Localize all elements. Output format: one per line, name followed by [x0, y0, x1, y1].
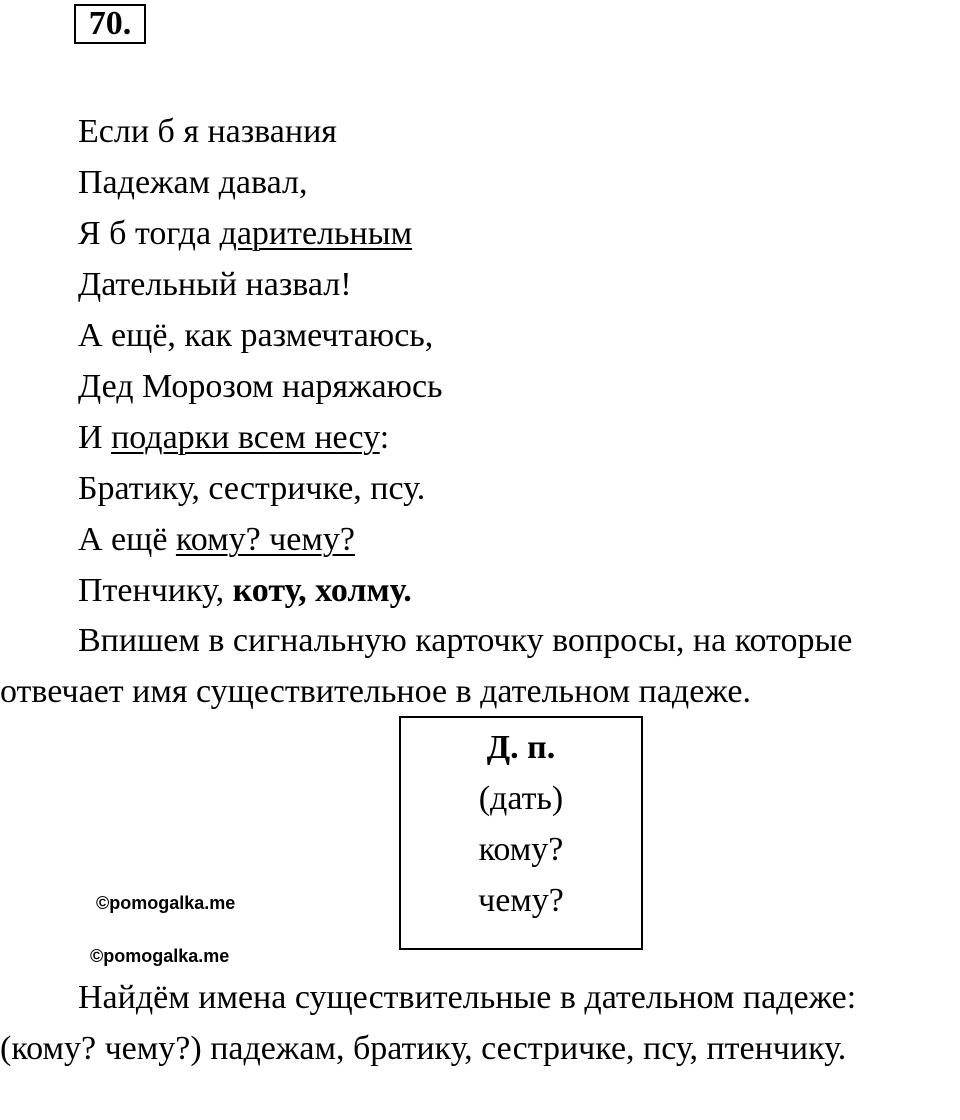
- poem-text: А ещё, как размечтаюсь,: [78, 317, 434, 354]
- poem-text: :: [379, 419, 390, 456]
- poem-text: А ещё: [78, 521, 176, 558]
- poem-text: Я б тогда: [78, 215, 220, 252]
- bold-words: коту, холму.: [232, 572, 412, 609]
- poem: [78, 106, 443, 616]
- underlined-word: дарительным: [219, 215, 413, 252]
- poem-text: Если б я названия: [78, 113, 337, 150]
- answer-paragraph: Найдём имена существительные в дательном падеже: (кому? чему?) падежам, братику, сестричке, псу, птенчику.: [0, 979, 857, 1067]
- poem-line: [78, 208, 443, 259]
- watermark: ©pomogalka.me: [90, 946, 230, 966]
- task-number: 70.: [74, 4, 146, 44]
- poem-text: И: [78, 419, 112, 456]
- instruction-paragraph: Впишем в сигнальную карточку вопросы, на которые отвечает имя существительное в дательном падеже.: [0, 622, 853, 710]
- card-line: (дать): [478, 780, 564, 817]
- poem-line: [78, 259, 443, 310]
- poem-text: Дательный назвал!: [78, 266, 352, 303]
- poem-text: Падежам давал,: [78, 164, 308, 201]
- underlined-questions: кому? чему?: [175, 521, 355, 558]
- card-title: Д. п.: [486, 729, 556, 766]
- signal-card: [399, 716, 643, 950]
- poem-line: [78, 106, 443, 157]
- poem-line: [78, 310, 443, 361]
- watermark: ©pomogalka.me: [96, 893, 236, 913]
- poem-line: [78, 412, 443, 463]
- poem-text: Братику, сестричке, псу.: [78, 470, 426, 507]
- poem-line: [78, 157, 443, 208]
- card-line: чему?: [478, 882, 564, 919]
- poem-text: Птенчику,: [78, 572, 233, 609]
- poem-line: [78, 565, 443, 616]
- poem-line: [78, 361, 443, 412]
- card-line: кому?: [478, 831, 564, 868]
- underlined-phrase: подарки всем несу: [111, 419, 380, 456]
- poem-line: [78, 514, 443, 565]
- poem-text: Дед Морозом наряжаюсь: [78, 368, 443, 405]
- poem-line: [78, 463, 443, 514]
